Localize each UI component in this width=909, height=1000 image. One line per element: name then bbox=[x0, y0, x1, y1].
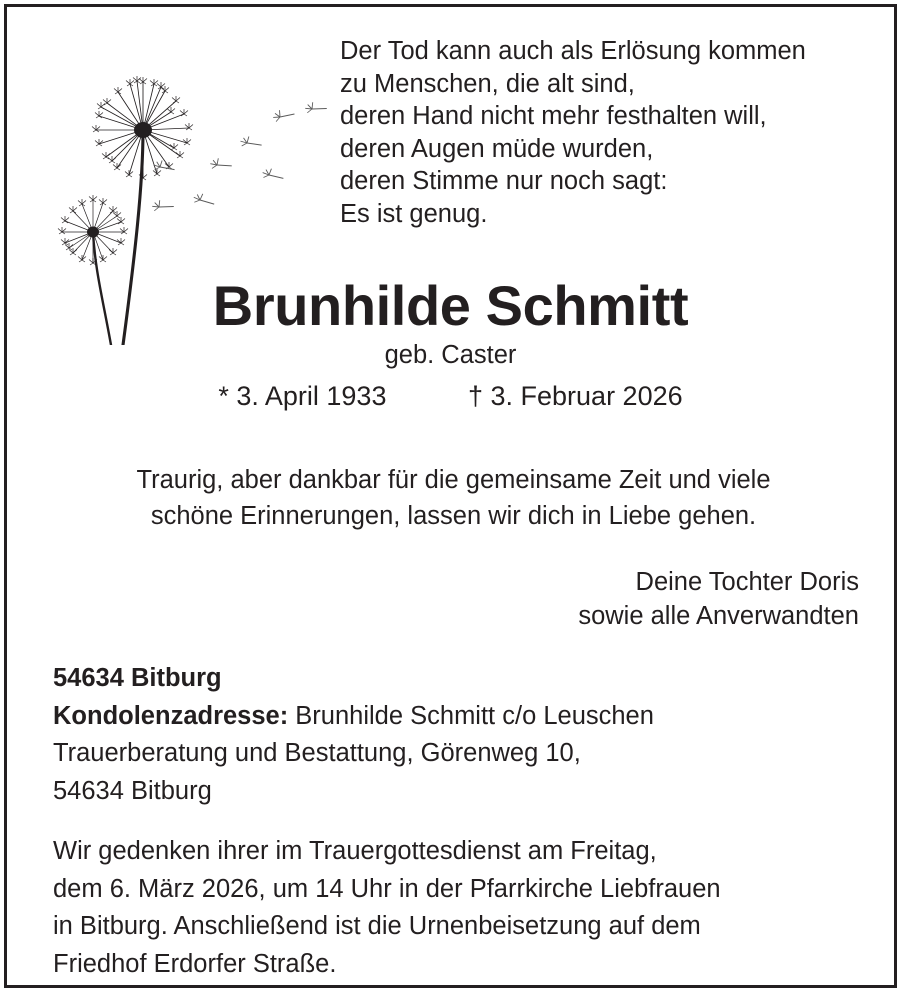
funeral-service-info bbox=[53, 833, 873, 983]
poem-line: zu Menschen, die alt sind, bbox=[340, 69, 635, 98]
poem-line: Es ist genug. bbox=[340, 199, 488, 228]
poem-text bbox=[340, 35, 885, 231]
service-line: Wir gedenken ihrer im Trauergottesdienst am Freitag, bbox=[53, 837, 657, 865]
address-line: 54634 Bitburg bbox=[53, 776, 212, 805]
birth-date: * 3. April 1933 bbox=[218, 381, 387, 411]
farewell-line: Traurig, aber dankbar für die gemeinsame Zeit und viele bbox=[136, 466, 771, 494]
poem-line: deren Stimme nur noch sagt: bbox=[340, 167, 668, 196]
address-line: Trauerberatung und Bestattung, Görenweg 10, bbox=[53, 739, 581, 767]
notice-inner bbox=[7, 7, 894, 985]
deceased-name-block bbox=[7, 275, 894, 413]
life-dates bbox=[7, 379, 894, 413]
signature-block bbox=[7, 565, 859, 633]
poem-line: deren Augen müde wurden, bbox=[340, 134, 654, 163]
signature-line: sowie alle Anverwandten bbox=[578, 602, 859, 630]
condolence-address-label: Kondolenzadresse: bbox=[53, 701, 289, 730]
deceased-name: Brunhilde Schmitt bbox=[212, 274, 689, 337]
service-line: Friedhof Erdorfer Straße. bbox=[53, 949, 337, 978]
condolence-address-value: Brunhilde Schmitt c/o Leuschen bbox=[288, 701, 654, 730]
poem-line: Der Tod kann auch als Erlösung kommen bbox=[340, 37, 806, 65]
service-line: in Bitburg. Anschließend ist die Urnenbeisetzung auf dem bbox=[53, 912, 701, 940]
service-line: dem 6. März 2026, um 14 Uhr in der Pfarrkirche Liebfrauen bbox=[53, 874, 721, 903]
death-date: † 3. Februar 2026 bbox=[467, 381, 683, 411]
address-city-line: 54634 Bitburg bbox=[53, 664, 222, 692]
signature-line: Deine Tochter Doris bbox=[635, 568, 859, 596]
maiden-name: geb. Caster bbox=[384, 341, 517, 369]
condolence-address-block bbox=[53, 660, 873, 810]
poem-line: deren Hand nicht mehr festhalten will, bbox=[340, 102, 767, 131]
farewell-message bbox=[51, 462, 856, 534]
condolence-address-line bbox=[53, 698, 873, 736]
farewell-line: schöne Erinnerungen, lassen wir dich in Liebe gehen. bbox=[150, 502, 757, 530]
obituary-notice bbox=[4, 4, 897, 988]
